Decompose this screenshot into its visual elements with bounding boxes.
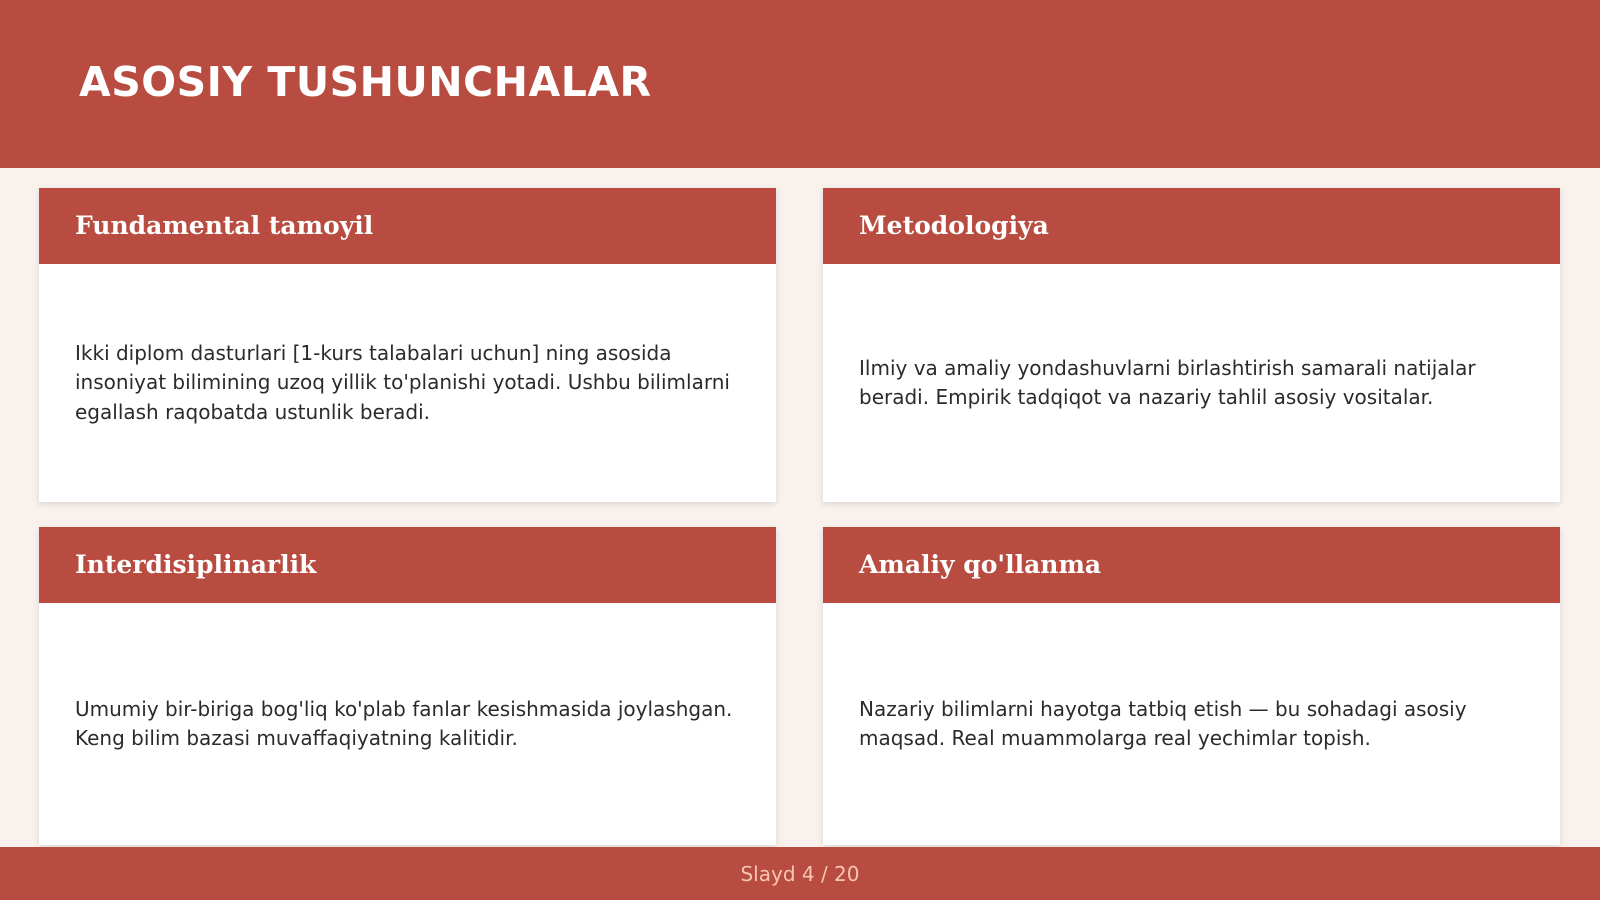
card-header [823, 188, 1560, 264]
card-header [39, 527, 776, 603]
card-text: Ilmiy va amaliy yondashuvlarni birlashtirish samarali natijalar beradi. Empirik tadqiqot va nazariy tahlil asosiy vositalar. [859, 355, 1476, 409]
card-header [39, 188, 776, 264]
card-header [823, 527, 1560, 603]
slide-title: ASOSIY TUSHUNCHALAR [79, 58, 652, 106]
concept-card-fundamental [39, 188, 776, 502]
concept-card-methodology [823, 188, 1560, 502]
card-body [859, 603, 1524, 845]
slide-header [0, 0, 1600, 168]
concept-card-interdisciplinary [39, 527, 776, 845]
card-title: Metodologiya [859, 211, 1049, 240]
concept-card-practical [823, 527, 1560, 845]
slide-footer [0, 847, 1600, 900]
card-text: Ikki diplom dasturlari [1-kurs talabalari uchun] ning asosida insoniyat bilimining uzoq yillik to'planishi yotadi. Ushbu bilimlarni egallash raqobatda ustunlik beradi. [75, 340, 730, 424]
card-title: Interdisiplinarlik [75, 550, 317, 579]
slide-counter: Slayd 4 / 20 [740, 861, 860, 886]
card-body [859, 264, 1524, 502]
card-body [75, 264, 740, 502]
card-text: Umumiy bir-biriga bog'liq ko'plab fanlar kesishmasida joylashgan. Keng bilim bazasi muvaffaqiyatning kalitidir. [75, 696, 733, 750]
card-text: Nazariy bilimlarni hayotga tatbiq etish — bu sohadagi asosiy maqsad. Real muammolarga real yechimlar topish. [859, 696, 1467, 750]
card-title: Fundamental tamoyil [75, 211, 374, 240]
card-title: Amaliy qo'llanma [859, 550, 1102, 579]
card-body [75, 603, 740, 845]
